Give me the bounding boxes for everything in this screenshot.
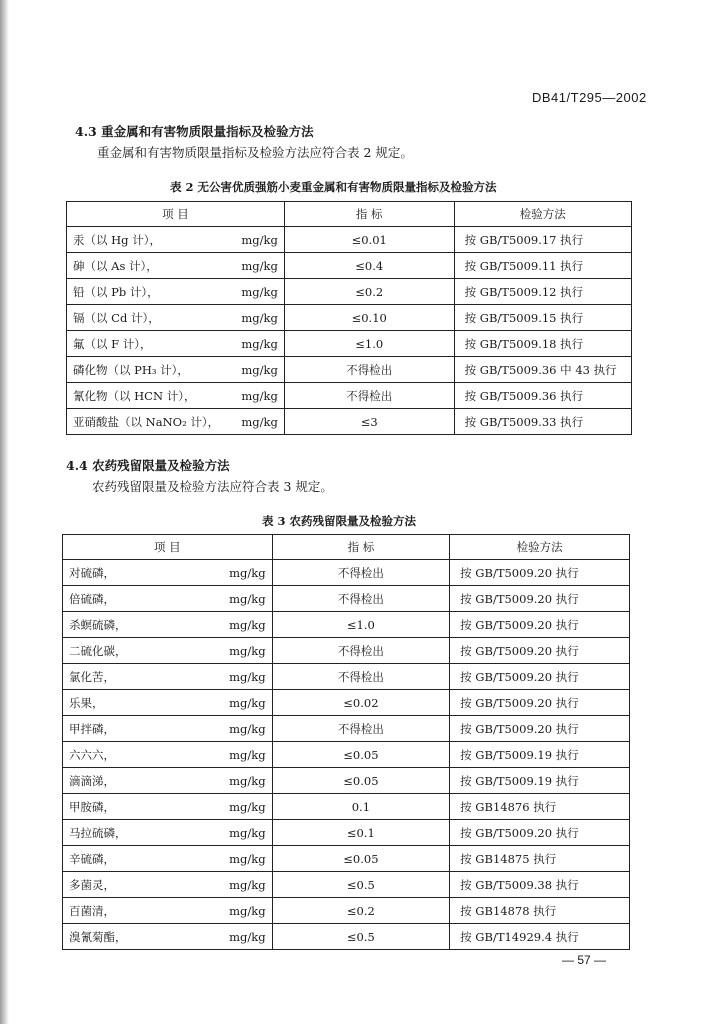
table-row (67, 279, 632, 305)
table-row (67, 383, 632, 409)
table-row (67, 409, 632, 435)
row-unit: mg/kg (212, 768, 272, 794)
row-item-name: 倍硫磷， (63, 586, 213, 612)
row-method: 按 GB/T5009.38 执行 (450, 872, 630, 898)
row-limit: ≤0.02 (272, 690, 450, 716)
row-unit: mg/kg (212, 872, 272, 898)
row-unit: mg/kg (212, 898, 272, 924)
section-4-3-title: 4.3 重金属和有害物质限量指标及检验方法 (75, 124, 314, 139)
row-item-name: 甲拌磷， (63, 716, 213, 742)
row-limit: ≤0.10 (284, 305, 454, 331)
row-method: 按 GB/T5009.20 执行 (450, 612, 630, 638)
table-row (63, 742, 630, 768)
row-unit: mg/kg (225, 331, 284, 357)
row-limit: ≤0.2 (284, 279, 454, 305)
section-4-4-title: 4.4 农药残留限量及检验方法 (66, 458, 230, 473)
row-limit: 0.1 (272, 794, 450, 820)
row-unit: mg/kg (212, 664, 272, 690)
row-item-name: 甲胺磷， (63, 794, 213, 820)
row-unit: mg/kg (212, 820, 272, 846)
table-row (63, 846, 630, 872)
table-row (67, 305, 632, 331)
row-unit: mg/kg (212, 794, 272, 820)
row-method: 按 GB/T5009.20 执行 (450, 690, 630, 716)
row-item-name: 磷化物（以 PH₃ 计）， (67, 357, 226, 383)
row-unit: mg/kg (212, 638, 272, 664)
page-number: — 57 — (562, 953, 607, 967)
row-limit: 不得检出 (272, 638, 450, 664)
row-method: 按 GB/T5009.20 执行 (450, 820, 630, 846)
row-limit: 不得检出 (272, 586, 450, 612)
row-unit: mg/kg (225, 383, 284, 409)
table-row (63, 716, 630, 742)
table-2-header-row (67, 202, 632, 227)
row-limit: ≤1.0 (284, 331, 454, 357)
row-item-name: 百菌清， (63, 898, 213, 924)
table-row (67, 331, 632, 357)
row-item-name: 杀螟硫磷， (63, 612, 213, 638)
row-item-name: 六六六， (63, 742, 213, 768)
row-method: 按 GB/T5009.19 执行 (450, 768, 630, 794)
row-item-name: 镉（以 Cd 计）， (67, 305, 226, 331)
row-item-name: 汞（以 Hg 计）， (67, 227, 226, 253)
row-method: 按 GB/T5009.12 执行 (454, 279, 631, 305)
row-item-name: 氯化苦， (63, 664, 213, 690)
row-item-name: 氰化物（以 HCN 计）， (67, 383, 226, 409)
row-limit: ≤3 (284, 409, 454, 435)
row-unit: mg/kg (225, 279, 284, 305)
row-limit: 不得检出 (272, 664, 450, 690)
row-unit: mg/kg (212, 742, 272, 768)
row-unit: mg/kg (212, 690, 272, 716)
row-limit: 不得检出 (284, 357, 454, 383)
table-2-header-limit: 指 标 (284, 202, 454, 227)
row-unit: mg/kg (225, 253, 284, 279)
table-row (63, 560, 630, 586)
row-unit: mg/kg (212, 612, 272, 638)
row-limit: ≤0.4 (284, 253, 454, 279)
row-limit: 不得检出 (272, 560, 450, 586)
row-method: 按 GB/T5009.20 执行 (450, 560, 630, 586)
row-unit: mg/kg (212, 560, 272, 586)
row-item-name: 乐果， (63, 690, 213, 716)
table-row (63, 690, 630, 716)
table-row (67, 253, 632, 279)
table-3-header-limit: 指 标 (272, 535, 450, 560)
row-unit: mg/kg (225, 305, 284, 331)
table-row (63, 872, 630, 898)
row-method: 按 GB14875 执行 (450, 846, 630, 872)
row-method: 按 GB/T5009.33 执行 (454, 409, 631, 435)
row-item-name: 对硫磷， (63, 560, 213, 586)
row-method: 按 GB/T5009.20 执行 (450, 586, 630, 612)
row-unit: mg/kg (212, 924, 272, 950)
row-item-name: 铅（以 Pb 计）， (67, 279, 226, 305)
row-item-name: 亚硝酸盐（以 NaNO₂ 计）， (67, 409, 226, 435)
row-limit: ≤0.2 (272, 898, 450, 924)
table-3-caption: 表 3 农药残留限量及检验方法 (262, 514, 417, 528)
row-method: 按 GB/T5009.11 执行 (454, 253, 631, 279)
row-method: 按 GB/T5009.17 执行 (454, 227, 631, 253)
table-row (67, 227, 632, 253)
table-3-header-row (63, 535, 630, 560)
row-unit: mg/kg (225, 357, 284, 383)
table-row (67, 357, 632, 383)
table-2-caption: 表 2 无公害优质强筋小麦重金属和有害物质限量指标及检验方法 (170, 180, 497, 194)
row-method: 按 GB/T5009.20 执行 (450, 638, 630, 664)
section-4-3-text: 重金属和有害物质限量指标及检验方法应符合表 2 规定。 (97, 145, 413, 160)
row-method: 按 GB/T5009.36 中 43 执行 (454, 357, 631, 383)
row-method: 按 GB14876 执行 (450, 794, 630, 820)
table-row (63, 768, 630, 794)
row-item-name: 氟（以 F 计）， (67, 331, 226, 357)
table-row (63, 638, 630, 664)
row-item-name: 溴氰菊酯， (63, 924, 213, 950)
row-method: 按 GB/T5009.18 执行 (454, 331, 631, 357)
row-item-name: 辛硫磷， (63, 846, 213, 872)
row-method: 按 GB/T5009.20 执行 (450, 716, 630, 742)
row-limit: 不得检出 (272, 716, 450, 742)
row-limit: ≤0.5 (272, 872, 450, 898)
row-limit: ≤0.5 (272, 924, 450, 950)
table-row (63, 664, 630, 690)
row-method: 按 GB/T5009.15 执行 (454, 305, 631, 331)
table-row (63, 794, 630, 820)
row-unit: mg/kg (225, 409, 284, 435)
table-2 (66, 201, 632, 435)
row-item-name: 二硫化碳， (63, 638, 213, 664)
row-limit: 不得检出 (284, 383, 454, 409)
row-method: 按 GB/T5009.20 执行 (450, 664, 630, 690)
row-unit: mg/kg (212, 586, 272, 612)
table-2-header-method: 检验方法 (454, 202, 631, 227)
section-4-4-text: 农药残留限量及检验方法应符合表 3 规定。 (92, 479, 333, 494)
document-code: DB41/T295—2002 (532, 90, 647, 105)
row-item-name: 砷（以 As 计）， (67, 253, 226, 279)
table-row (63, 898, 630, 924)
row-item-name: 滴滴涕， (63, 768, 213, 794)
table-2-header-item: 项 目 (67, 202, 285, 227)
table-row (63, 820, 630, 846)
row-limit: ≤0.1 (272, 820, 450, 846)
row-unit: mg/kg (225, 227, 284, 253)
row-limit: ≤1.0 (272, 612, 450, 638)
row-method: 按 GB/T5009.36 执行 (454, 383, 631, 409)
row-item-name: 多菌灵， (63, 872, 213, 898)
table-3 (62, 534, 630, 950)
row-limit: ≤0.05 (272, 846, 450, 872)
row-unit: mg/kg (212, 716, 272, 742)
row-method: 按 GB/T14929.4 执行 (450, 924, 630, 950)
row-limit: ≤0.05 (272, 768, 450, 794)
table-3-header-item: 项 目 (63, 535, 273, 560)
row-item-name: 马拉硫磷， (63, 820, 213, 846)
table-3-header-method: 检验方法 (450, 535, 630, 560)
table-row (63, 586, 630, 612)
scan-binding-edge (0, 0, 9, 1024)
table-row (63, 612, 630, 638)
row-method: 按 GB14878 执行 (450, 898, 630, 924)
row-method: 按 GB/T5009.19 执行 (450, 742, 630, 768)
row-unit: mg/kg (212, 846, 272, 872)
row-limit: ≤0.05 (272, 742, 450, 768)
table-row (63, 924, 630, 950)
row-limit: ≤0.01 (284, 227, 454, 253)
